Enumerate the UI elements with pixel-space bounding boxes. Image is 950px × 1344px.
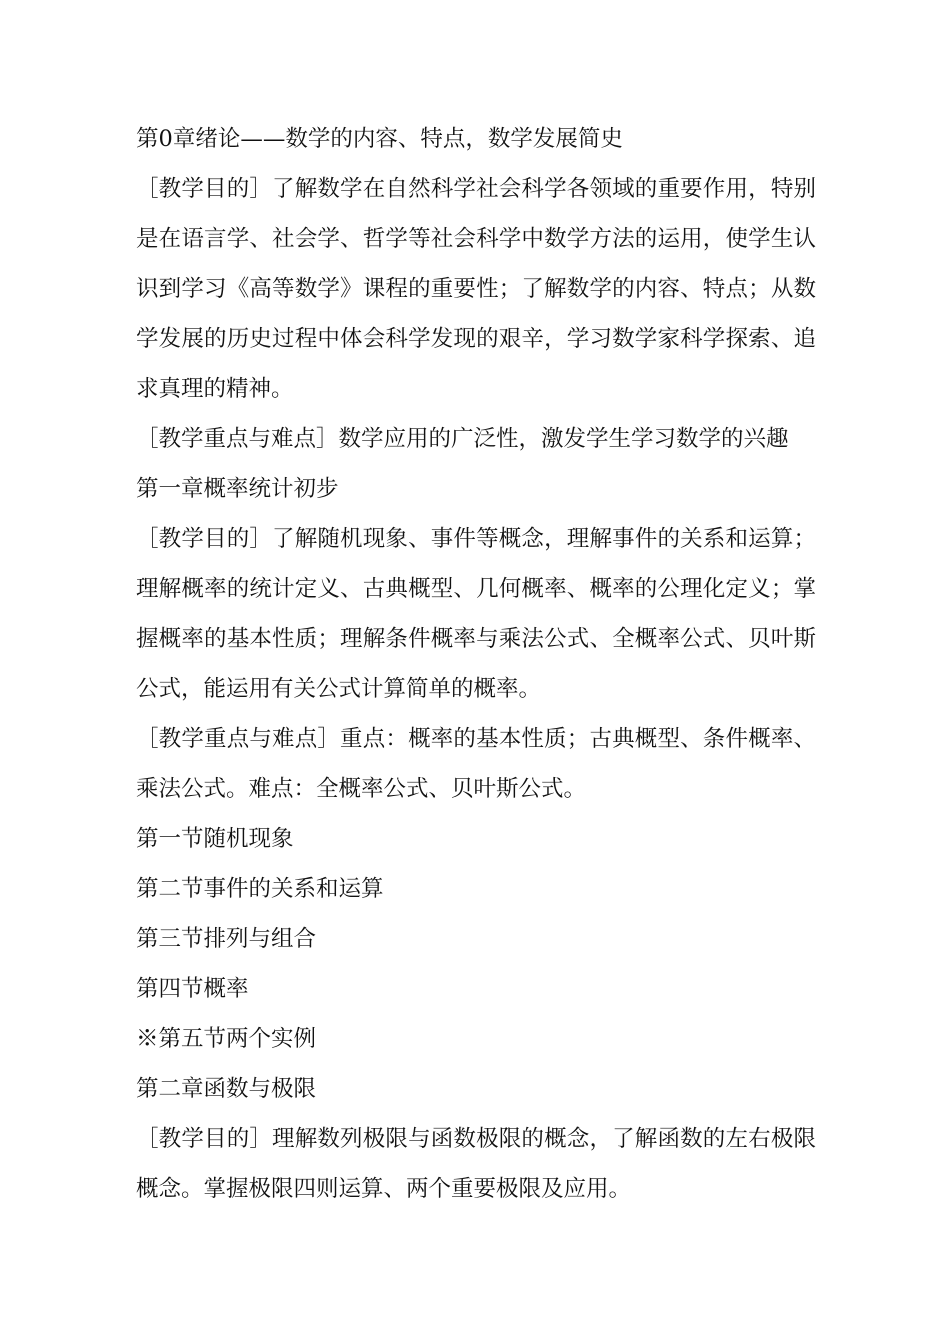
chapter-2-heading: 第二章函数与极限	[136, 1076, 317, 1102]
chapter-0-key-points: ［教学重点与难点］数学应用的广泛性，激发学生学习数学的兴趣	[136, 426, 789, 452]
section-1-2-heading: 第二节事件的关系和运算	[136, 876, 384, 902]
section-1-4-heading: 第四节概率	[136, 976, 249, 1002]
chapter-0-heading: 第0章绪论——数学的内容、特点，数学发展简史	[136, 126, 623, 152]
chapter-0-teaching-goal: ［教学目的］了解数学在自然科学社会科学各领域的重要作用，特别是在语言学、社会学、哲学等社会科学中数学方法的运用，使学生认识到学习《高等数学》课程的重要性；了解数学的内容、特点；从数学发展的历史过程中体会科学发现的艰辛，学习数学家科学探索、追求真理的精神。	[136, 176, 816, 402]
document-body	[136, 114, 816, 1214]
chapter-1-teaching-goal: ［教学目的］了解随机现象、事件等概念，理解事件的关系和运算；理解概率的统计定义、古典概型、几何概率、概率的公理化定义；掌握概率的基本性质；理解条件概率与乘法公式、全概率公式、贝叶斯公式，能运用有关公式计算简单的概率。	[136, 526, 816, 702]
section-1-1-heading: 第一节随机现象	[136, 826, 294, 852]
section-1-3-heading: 第三节排列与组合	[136, 926, 317, 952]
chapter-1-key-points: ［教学重点与难点］重点：概率的基本性质；古典概型、条件概率、乘法公式。难点：全概率公式、贝叶斯公式。	[136, 726, 816, 802]
section-1-5-heading: ※第五节两个实例	[136, 1026, 317, 1052]
chapter-2-teaching-goal: ［教学目的］理解数列极限与函数极限的概念，了解函数的左右极限概念。掌握极限四则运算、两个重要极限及应用。	[136, 1126, 816, 1202]
chapter-1-heading: 第一章概率统计初步	[136, 476, 339, 502]
